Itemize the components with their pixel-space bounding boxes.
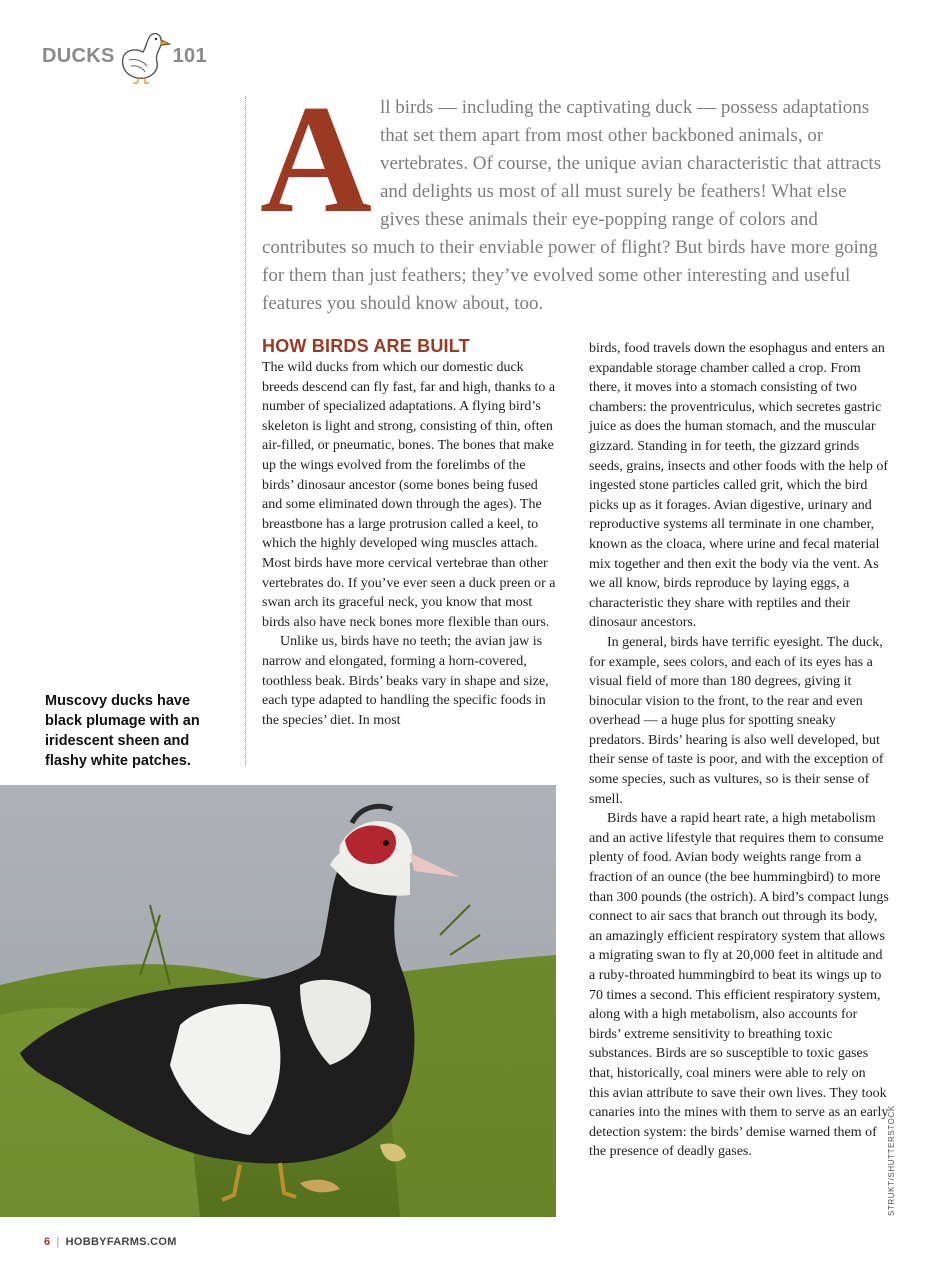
intro-text: ll birds — including the captivating duck — possess adaptations that set them apart from most other backboned animals, or vertebrates. Of course, the unique avian characteristic that attracts and delights us most of all must surely be feathers! What else gives these animals their eye-popping range of colors and contributes so much to their enviable power of flight? But birds have more going for them than just feathers; they’ve evolved some other interesting and useful features you should know about, too. — [262, 97, 882, 314]
body-paragraph: birds, food travels down the esophagus and enters an expandable storage chamber called a crop. From there, it moves into a stomach consisting of two chambers: the proventriculus, which secretes gastric juice as does the human stomach, and the muscular gizzard. Standing in for teeth, the gizzard grinds seeds, grains, insects and other foods with the help of ingested stone particles called grit, which the bird picks up as it forages. Avian digestive, urinary and reproductive systems all terminate in one chamber, known as the cloaca, where urine and fecal material mix together and then exit the body via the vent. As we all know, birds reproduce by laying eggs, a characteristic they share with reptiles and their dinosaur ancestors. — [589, 341, 888, 631]
duck-icon — [117, 28, 171, 84]
section-title: HOW BIRDS ARE BUILT — [262, 336, 470, 356]
intro-paragraph — [260, 73, 882, 318]
page-footer — [44, 1236, 177, 1248]
header-word-101: 101 — [172, 44, 207, 67]
body-paragraph: The wild ducks from which our domestic duck breeds descend can fly fast, far and high, thanks to a number of specialized adaptations. A flying bird’s skeleton is light and strong, consisting of thin, often air-filled, or pneumatic, bones. The bones that make up the wings evolved from the forelimbs of the birds’ dinosaur ancestor (some bones being fused and some eliminated down through the ages). The breastbone has a large protrusion called a keel, to which the highly developed wing muscles attach. Most birds have more cervical vertebrae than other vertebrates do. If you’ve ever seen a duck preen or a swan arch its graceful neck, you know that most birds also have neck bones more flexible than ours. — [262, 360, 556, 630]
body-paragraph: In general, birds have terrific eyesight. The duck, for example, sees colors, and each of its eyes has a visual field of more than 180 degrees, giving it binocular vision to the front, to the rear and even overhead — a huge plus for spotting sneaky predators. Birds’ hearing is also well developed, but their sense of taste is poor, and with the exception of some species, such as vultures, so is their sense of smell. — [589, 634, 884, 807]
body-paragraph: Unlike us, birds have no teeth; the avian jaw is narrow and elongated, forming a horn-covered, toothless beak. Birds’ beaks vary in shape and size, each type adapted to handling the specific foods in the species’ diet. In most — [262, 634, 549, 728]
header-word-ducks: DUCKS — [42, 44, 115, 67]
photo-caption: Muscovy ducks have black plumage with an iridescent sheen and flashy white patches. — [45, 693, 200, 769]
footer-separator: | — [56, 1236, 60, 1248]
page-number: 6 — [44, 1236, 51, 1248]
drop-cap: A — [260, 73, 372, 245]
vertical-divider — [245, 97, 246, 765]
muscovy-duck-photo — [0, 785, 556, 1217]
footer-site: HOBBYFARMS.COM — [65, 1236, 177, 1248]
section-header — [42, 28, 207, 84]
body-paragraph: Birds have a rapid heart rate, a high metabolism and an active lifestyle that requires them to consume plenty of food. Avian body weights range from a fraction of an ounce (the bee hummingbird) to more than 300 pounds (the ostrich). A bird’s compact lungs connect to air sacs that branch out through its body, an amazingly efficient respiratory system that allows a migrating swan to fly at 20,000 feet in altitude and a ruby-throated hummingbird to beat its wings up to 70 times a second. This efficient respiratory system, along with a high metabolism, also accounts for birds’ extreme sensitivity to breathing toxic substances. Birds are so susceptible to toxic gases that, historically, coal miners were able to rely on this avian attribute to save their own lives. They took canaries into the mines with them to serve as an early detection system: the birds’ demise warned them of the presence of deadly gases. — [589, 811, 889, 1160]
body-column-1 — [262, 358, 560, 730]
photo-credit: STRUKT/SHUTTERSTOCK — [887, 1105, 896, 1216]
body-column-2 — [589, 339, 889, 1162]
